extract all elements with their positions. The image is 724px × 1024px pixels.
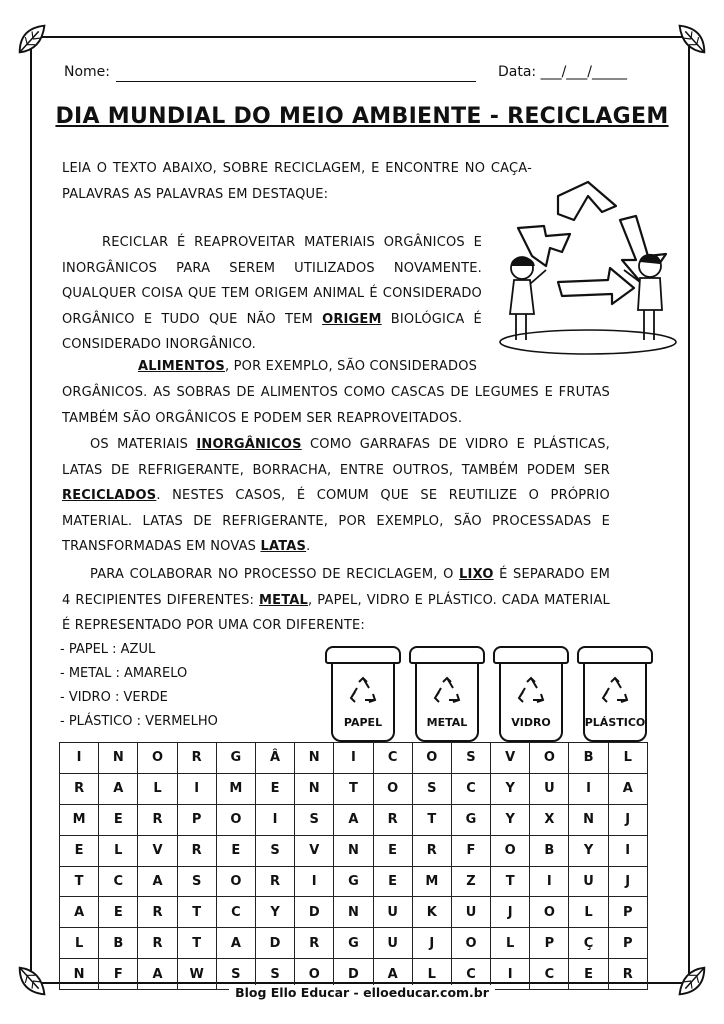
highlight-word-alimentos: ALIMENTOS: [138, 359, 225, 374]
grid-cell[interactable]: S: [255, 959, 294, 990]
grid-cell[interactable]: D: [295, 897, 334, 928]
grid-cell[interactable]: P: [177, 804, 216, 835]
grid-cell[interactable]: V: [491, 743, 530, 774]
grid-cell[interactable]: R: [255, 866, 294, 897]
recycling-bin-plastico: [577, 646, 653, 742]
p1-text: RECICLAR É REAPROVEITAR MATERIAIS ORGÂNICOS E INORGÂNICOS PARA SEREM UTILIZADOS NOVAMENTE. QUALQUER COISA QUE TEM ORIGEM ANIMAL É CONSIDERADO ORGÂNICO E TUDO QUE NÃO TEM: [62, 235, 482, 327]
word-search-grid: [59, 742, 648, 990]
grid-cell[interactable]: M: [60, 804, 99, 835]
highlight-word-latas: LATAS: [260, 539, 307, 554]
grid-cell[interactable]: I: [569, 773, 608, 804]
grid-cell[interactable]: L: [608, 743, 647, 774]
grid-cell[interactable]: U: [530, 773, 569, 804]
grid-row: [60, 773, 648, 804]
grid-cell[interactable]: L: [569, 897, 608, 928]
grid-cell[interactable]: O: [451, 928, 490, 959]
grid-cell[interactable]: T: [334, 773, 373, 804]
list-item: - PLÁSTICO : VERMELHO: [60, 714, 218, 729]
grid-cell[interactable]: T: [60, 866, 99, 897]
grid-cell[interactable]: G: [334, 866, 373, 897]
grid-cell[interactable]: I: [60, 743, 99, 774]
p3-text: COMO GARRAFAS DE VIDRO E PLÁSTICAS, LATAS DE REFRIGERANTE, BORRACHA, ENTRE OUTROS, TAMBÉM PODEM SER: [62, 437, 610, 478]
bin-label: VIDRO: [511, 716, 551, 729]
grid-cell[interactable]: L: [99, 835, 138, 866]
footer-text: Blog Ello Educar - elloeducar.com.br: [229, 985, 495, 1000]
grid-cell[interactable]: J: [412, 928, 451, 959]
leaf-icon: [14, 20, 52, 58]
grid-cell[interactable]: N: [334, 835, 373, 866]
grid-cell[interactable]: C: [216, 897, 255, 928]
grid-cell[interactable]: N: [99, 743, 138, 774]
paragraph-food: ORGÂNICOS. AS SOBRAS DE ALIMENTOS COMO CASCAS DE LEGUMES E FRUTAS TAMBÉM SÃO ORGÂNICOS E PODEM SER REAPROVEITADOS.: [62, 385, 610, 426]
list-item: - VIDRO : VERDE: [60, 690, 168, 705]
grid-cell[interactable]: B: [99, 928, 138, 959]
grid-cell[interactable]: I: [491, 959, 530, 990]
grid-cell[interactable]: O: [295, 959, 334, 990]
highlight-word-origem: ORIGEM: [322, 311, 382, 327]
grid-cell[interactable]: Z: [451, 866, 490, 897]
recycle-icon: [347, 676, 379, 708]
grid-cell[interactable]: E: [99, 897, 138, 928]
grid-cell[interactable]: E: [373, 866, 412, 897]
grid-cell[interactable]: O: [530, 743, 569, 774]
grid-cell[interactable]: U: [569, 866, 608, 897]
grid-cell[interactable]: Y: [491, 804, 530, 835]
grid-cell[interactable]: P: [608, 928, 647, 959]
grid-cell[interactable]: Y: [569, 835, 608, 866]
list-item: - METAL : AMARELO: [60, 666, 188, 681]
name-label: Nome:: [64, 64, 111, 80]
paragraph-recycling-definition: [62, 230, 482, 358]
p4-text: , PAPEL, VIDRO E PLÁSTICO. CADA MATERIAL É REPRESENTADO POR UMA COR DIFERENTE:: [62, 592, 610, 633]
highlight-word-inorganicos: INORGÂNICOS: [196, 437, 302, 452]
recycling-bin-papel: [325, 646, 401, 742]
grid-cell[interactable]: W: [177, 959, 216, 990]
grid-cell[interactable]: E: [373, 835, 412, 866]
grid-cell[interactable]: L: [491, 928, 530, 959]
grid-cell[interactable]: F: [451, 835, 490, 866]
grid-cell[interactable]: N: [60, 959, 99, 990]
grid-cell[interactable]: R: [138, 804, 177, 835]
grid-cell[interactable]: C: [373, 743, 412, 774]
intro-text: LEIA O TEXTO ABAIXO, SOBRE RECICLAGEM, E ENCONTRE NO CAÇA-PALAVRAS AS PALAVRAS EM DESTAQUE:: [62, 161, 532, 202]
grid-cell[interactable]: N: [334, 897, 373, 928]
grid-cell[interactable]: J: [608, 804, 647, 835]
grid-row: [60, 835, 648, 866]
grid-cell[interactable]: D: [334, 959, 373, 990]
grid-cell[interactable]: E: [99, 804, 138, 835]
grid-cell[interactable]: E: [60, 835, 99, 866]
grid-cell[interactable]: X: [530, 804, 569, 835]
bin-label: PAPEL: [343, 716, 383, 729]
grid-cell[interactable]: T: [412, 804, 451, 835]
grid-cell[interactable]: T: [177, 928, 216, 959]
recycling-bin-vidro: [493, 646, 569, 742]
grid-cell[interactable]: N: [295, 773, 334, 804]
grid-cell[interactable]: I: [608, 835, 647, 866]
grid-cell[interactable]: O: [412, 743, 451, 774]
recycling-kids-illustration: [488, 176, 688, 360]
grid-cell[interactable]: E: [255, 773, 294, 804]
grid-cell[interactable]: I: [177, 773, 216, 804]
list-item: - PAPEL : AZUL: [60, 642, 156, 657]
grid-cell[interactable]: A: [334, 804, 373, 835]
grid-cell[interactable]: S: [216, 959, 255, 990]
highlight-word-metal: METAL: [259, 592, 309, 608]
grid-cell[interactable]: I: [530, 866, 569, 897]
highlight-word-reciclados: RECICLADOS: [62, 488, 157, 503]
p3-text: OS MATERIAIS: [90, 437, 197, 452]
grid-cell[interactable]: Y: [255, 897, 294, 928]
grid-cell[interactable]: L: [60, 928, 99, 959]
grid-cell[interactable]: I: [295, 866, 334, 897]
grid-cell[interactable]: A: [216, 928, 255, 959]
grid-cell[interactable]: R: [608, 959, 647, 990]
name-date-header: [64, 64, 660, 86]
grid-cell[interactable]: V: [138, 835, 177, 866]
grid-row: [60, 897, 648, 928]
grid-cell[interactable]: O: [530, 897, 569, 928]
recycle-icon: [431, 676, 463, 708]
grid-cell[interactable]: C: [99, 866, 138, 897]
grid-cell[interactable]: A: [99, 773, 138, 804]
grid-cell[interactable]: N: [569, 804, 608, 835]
grid-cell[interactable]: S: [295, 804, 334, 835]
grid-cell[interactable]: F: [99, 959, 138, 990]
grid-cell[interactable]: J: [608, 866, 647, 897]
bin-label: PLÁSTICO: [584, 716, 646, 729]
grid-cell[interactable]: S: [412, 773, 451, 804]
recycling-bins: [325, 646, 655, 742]
grid-cell[interactable]: C: [451, 959, 490, 990]
grid-cell[interactable]: Â: [255, 743, 294, 774]
grid-cell[interactable]: I: [334, 743, 373, 774]
grid-cell[interactable]: Ç: [569, 928, 608, 959]
grid-cell[interactable]: S: [177, 866, 216, 897]
grid-cell[interactable]: L: [412, 959, 451, 990]
grid-cell[interactable]: O: [216, 866, 255, 897]
grid-cell[interactable]: R: [60, 773, 99, 804]
grid-cell[interactable]: S: [255, 835, 294, 866]
bin-label: METAL: [426, 716, 468, 729]
leaf-icon: [672, 20, 710, 58]
grid-cell[interactable]: D: [255, 928, 294, 959]
highlight-word-lixo: LIXO: [459, 567, 494, 582]
grid-cell[interactable]: R: [138, 897, 177, 928]
p3-text: .: [306, 539, 311, 554]
grid-cell[interactable]: O: [373, 773, 412, 804]
grid-cell[interactable]: M: [216, 773, 255, 804]
recycling-bin-metal: [409, 646, 485, 742]
grid-cell[interactable]: N: [295, 743, 334, 774]
bin-color-list: [60, 638, 218, 734]
grid-cell[interactable]: A: [608, 773, 647, 804]
grid-cell[interactable]: A: [138, 959, 177, 990]
grid-cell[interactable]: E: [216, 835, 255, 866]
grid-cell[interactable]: A: [373, 959, 412, 990]
name-field[interactable]: [116, 81, 476, 82]
grid-cell[interactable]: U: [451, 897, 490, 928]
p2-text: , POR EXEMPLO, SÃO CONSIDERADOS: [224, 359, 478, 374]
grid-cell[interactable]: B: [569, 743, 608, 774]
grid-row: [60, 928, 648, 959]
grid-cell[interactable]: O: [138, 743, 177, 774]
grid-cell[interactable]: B: [530, 835, 569, 866]
grid-cell[interactable]: R: [295, 928, 334, 959]
p1-text-end: BIOLÓGICA É CONSIDERADO INORGÂNICO.: [62, 311, 482, 352]
grid-cell[interactable]: R: [412, 835, 451, 866]
paragraph-waste-separation: [62, 562, 610, 639]
grid-cell[interactable]: J: [491, 897, 530, 928]
grid-row: [60, 804, 648, 835]
date-label: Data: ___/___/_____: [498, 64, 628, 80]
grid-cell[interactable]: O: [216, 804, 255, 835]
grid-cell[interactable]: A: [138, 866, 177, 897]
grid-cell[interactable]: C: [451, 773, 490, 804]
grid-cell[interactable]: L: [138, 773, 177, 804]
grid-cell[interactable]: S: [451, 743, 490, 774]
grid-cell[interactable]: G: [334, 928, 373, 959]
grid-row: [60, 866, 648, 897]
grid-cell[interactable]: P: [530, 928, 569, 959]
paragraph-food-first-line: [138, 354, 488, 380]
grid-row: [60, 743, 648, 774]
grid-cell[interactable]: K: [412, 897, 451, 928]
recycle-icon: [515, 676, 547, 708]
grid-cell[interactable]: I: [255, 804, 294, 835]
grid-cell[interactable]: G: [216, 743, 255, 774]
grid-cell[interactable]: C: [530, 959, 569, 990]
p4-text: É SEPARADO EM 4 RECIPIENTES DIFERENTES:: [62, 567, 610, 608]
grid-cell[interactable]: O: [491, 835, 530, 866]
recycle-icon: [599, 676, 631, 708]
grid-cell[interactable]: U: [373, 897, 412, 928]
grid-cell[interactable]: G: [451, 804, 490, 835]
grid-cell[interactable]: Y: [491, 773, 530, 804]
grid-cell[interactable]: V: [295, 835, 334, 866]
grid-cell[interactable]: E: [569, 959, 608, 990]
grid-cell[interactable]: U: [373, 928, 412, 959]
page-title: DIA MUNDIAL DO MEIO AMBIENTE - RECICLAGEM: [55, 104, 669, 129]
grid-cell[interactable]: R: [177, 743, 216, 774]
p3-text: . NESTES CASOS, É COMUM QUE SE REUTILIZE O PRÓPRIO MATERIAL. LATAS DE REFRIGERANTE, POR EXEMPLO, SÃO PROCESSADAS E TRANSFORMADAS EM NOVAS: [62, 488, 610, 554]
grid-cell[interactable]: T: [177, 897, 216, 928]
footer-credit: [0, 985, 724, 1000]
grid-cell[interactable]: A: [60, 897, 99, 928]
grid-cell[interactable]: R: [373, 804, 412, 835]
grid-cell[interactable]: R: [177, 835, 216, 866]
p4-text: PARA COLABORAR NO PROCESSO DE RECICLAGEM, O: [90, 567, 460, 582]
grid-cell[interactable]: P: [608, 897, 647, 928]
grid-cell[interactable]: M: [412, 866, 451, 897]
grid-cell[interactable]: T: [491, 866, 530, 897]
paragraph-inorganic: [62, 432, 610, 560]
grid-cell[interactable]: R: [138, 928, 177, 959]
